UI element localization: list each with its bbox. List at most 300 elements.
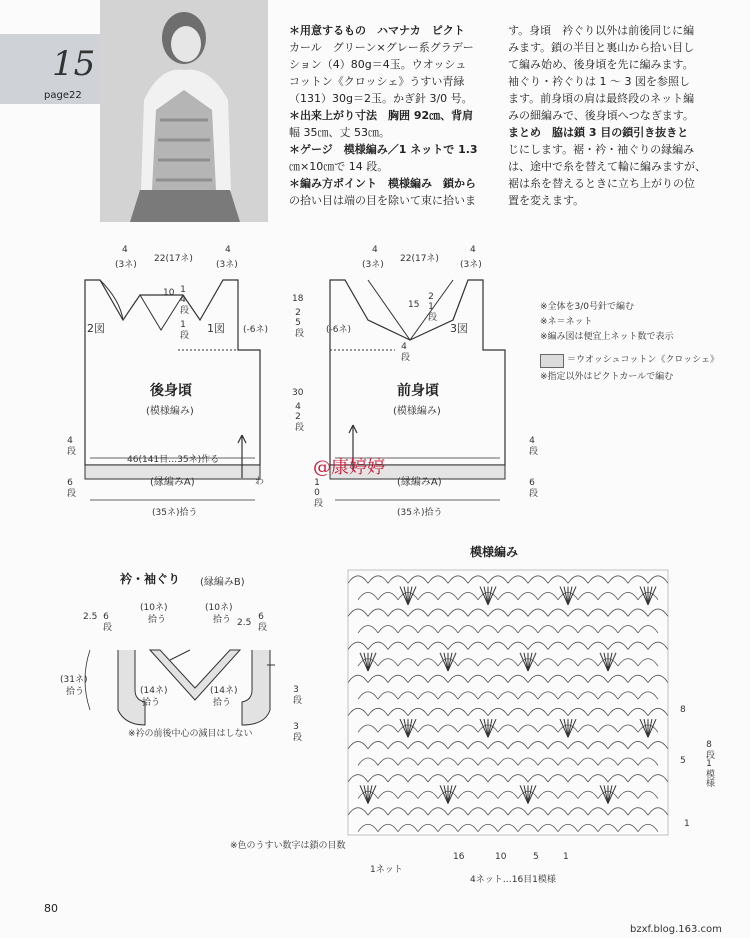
mesh-arc bbox=[418, 659, 438, 666]
back-neck-width: 10 bbox=[163, 288, 175, 298]
height-30-rows: 42段 bbox=[293, 402, 303, 431]
back-armhole-note: (-6ネ) bbox=[243, 325, 268, 335]
pattern-number: 15 bbox=[52, 44, 96, 84]
instr-line-6: みの細編みで、後身頃へつなぎます。 bbox=[508, 109, 694, 122]
notes-block bbox=[540, 300, 719, 385]
mesh-arc bbox=[508, 775, 528, 782]
chart-frame bbox=[348, 570, 668, 835]
mesh-arc bbox=[648, 741, 668, 748]
front-top-mid: 22(17ネ) bbox=[400, 254, 439, 264]
note-4: ※指定以外はピクトカールで編む bbox=[540, 372, 674, 382]
back-top-left-unit: (3ネ) bbox=[115, 260, 137, 270]
back-wa: わ bbox=[255, 477, 265, 487]
mesh-arc bbox=[468, 775, 488, 782]
mesh-arc bbox=[448, 576, 468, 583]
mesh-arc bbox=[628, 675, 648, 682]
mesh-arc bbox=[468, 741, 488, 748]
mesh-arc bbox=[478, 758, 498, 765]
instr-line-2: みます。鎖の半目と裏山から拾い目し bbox=[508, 41, 695, 54]
back-top-right-unit: (3ネ) bbox=[216, 260, 238, 270]
mesh-arc bbox=[388, 808, 408, 815]
back-side-4: 4段 bbox=[65, 436, 75, 455]
mesh-arc bbox=[388, 708, 408, 715]
shell-stitch bbox=[448, 785, 452, 803]
instr-line-8: じにします。裾・衿・袖ぐりの縁編み bbox=[508, 143, 695, 156]
shell-stitch bbox=[528, 785, 532, 803]
mesh-arc bbox=[428, 708, 448, 715]
instr-line-10: 裾は糸を替えるときに立ち上がりの位 bbox=[508, 177, 695, 190]
shell-stitch bbox=[484, 587, 488, 605]
mesh-arc bbox=[538, 758, 558, 765]
mesh-arc bbox=[498, 758, 518, 765]
mesh-arc bbox=[548, 576, 568, 583]
mesh-arc bbox=[578, 592, 598, 599]
finished-size: ＊出来上がり寸法 胸囲 92㎝、背肩 bbox=[289, 109, 474, 122]
mesh-arc bbox=[558, 692, 578, 699]
mesh-arc bbox=[388, 609, 408, 616]
collar-c5b: 拾う bbox=[66, 687, 85, 697]
mesh-arc bbox=[378, 625, 398, 632]
mesh-arc bbox=[618, 725, 638, 732]
front-body-sub: (模様編み) bbox=[393, 406, 441, 417]
collar-c4r: 6段 bbox=[256, 612, 266, 631]
mesh-arc bbox=[368, 675, 388, 682]
shell-stitch bbox=[404, 719, 408, 737]
mesh-arc bbox=[368, 642, 388, 649]
mesh-arc bbox=[558, 791, 578, 798]
instr-line-11: 置を変えます。 bbox=[508, 194, 585, 207]
mesh-arc bbox=[468, 675, 488, 682]
mesh-arc bbox=[578, 659, 598, 666]
mesh-arc bbox=[478, 692, 498, 699]
back-body-title: 後身頃 bbox=[150, 383, 192, 399]
mesh-arc bbox=[588, 609, 608, 616]
shell-stitch bbox=[488, 587, 492, 605]
front-top-right-unit: (3ネ) bbox=[460, 260, 482, 270]
mesh-arc bbox=[368, 775, 388, 782]
collar-c8: 3段 bbox=[291, 685, 301, 704]
mesh-arc bbox=[468, 609, 488, 616]
mesh-arc bbox=[508, 576, 528, 583]
mesh-arc bbox=[398, 791, 418, 798]
pattern-x1: 1 bbox=[563, 852, 569, 862]
mesh-arc bbox=[618, 592, 638, 599]
mesh-arc bbox=[408, 576, 428, 583]
mesh-arc bbox=[368, 808, 388, 815]
mesh-arc bbox=[528, 775, 548, 782]
mesh-arc bbox=[398, 625, 418, 632]
front-bottom: (35ネ)拾う bbox=[397, 508, 443, 518]
shell-stitch bbox=[604, 653, 608, 671]
mesh-arc bbox=[468, 808, 488, 815]
mesh-arc bbox=[578, 758, 598, 765]
mesh-arc bbox=[428, 775, 448, 782]
mesh-arc bbox=[498, 725, 518, 732]
mesh-arc bbox=[568, 609, 588, 616]
collar-c4: 2.5 bbox=[237, 618, 252, 628]
collar-c1: (10ネ) bbox=[140, 603, 168, 613]
mesh-arc bbox=[568, 708, 588, 715]
figure-1-label: 1図 bbox=[207, 322, 225, 335]
mesh-arc bbox=[518, 725, 538, 732]
mesh-arc bbox=[488, 741, 508, 748]
model-photo bbox=[100, 0, 268, 222]
mesh-arc bbox=[458, 659, 478, 666]
mesh-arc bbox=[648, 708, 668, 715]
back-bottom: (35ネ)拾う bbox=[152, 508, 198, 518]
back-foundation: 46(141目…35ネ)作る bbox=[127, 455, 220, 465]
mesh-arc bbox=[468, 576, 488, 583]
mesh-arc bbox=[598, 824, 618, 831]
materials-line-2: カール グリーン×グレー系グラデー bbox=[289, 41, 474, 54]
front-side-4: 4段 bbox=[527, 436, 537, 455]
note-2: ※ネ＝ネット bbox=[540, 317, 593, 327]
back-outline bbox=[85, 280, 260, 465]
mesh-arc bbox=[588, 741, 608, 748]
mesh-arc bbox=[408, 741, 428, 748]
mesh-arc bbox=[418, 692, 438, 699]
mesh-arc bbox=[508, 642, 528, 649]
mesh-arc bbox=[398, 824, 418, 831]
mesh-arc bbox=[458, 725, 478, 732]
mesh-arc bbox=[548, 609, 568, 616]
mesh-arc bbox=[478, 625, 498, 632]
mesh-arc bbox=[418, 725, 438, 732]
mesh-arc bbox=[468, 708, 488, 715]
mesh-arc bbox=[548, 642, 568, 649]
mesh-arc bbox=[448, 808, 468, 815]
mesh-arc bbox=[618, 758, 638, 765]
mesh-arc bbox=[358, 625, 378, 632]
front-neck-low: 4段 bbox=[399, 342, 409, 361]
mesh-arc bbox=[488, 708, 508, 715]
mesh-arc bbox=[618, 791, 638, 798]
mesh-arc bbox=[568, 741, 588, 748]
watermark: @康婷婷 bbox=[313, 457, 385, 478]
mesh-arc bbox=[528, 642, 548, 649]
mesh-arc bbox=[578, 791, 598, 798]
mesh-arc bbox=[458, 625, 478, 632]
mesh-arc bbox=[598, 725, 618, 732]
mesh-arc bbox=[348, 708, 368, 715]
mesh-arc bbox=[378, 758, 398, 765]
pattern-number-tag bbox=[0, 34, 100, 104]
mesh-arc bbox=[528, 741, 548, 748]
mesh-arc bbox=[618, 824, 638, 831]
mesh-arc bbox=[578, 824, 598, 831]
mesh-arc bbox=[588, 675, 608, 682]
mesh-arc bbox=[648, 808, 668, 815]
mesh-arc bbox=[548, 741, 568, 748]
front-neck-h: 15 bbox=[408, 300, 420, 310]
collar-c3: 2.5 bbox=[83, 612, 98, 622]
mesh-arc bbox=[568, 576, 588, 583]
mesh-arc bbox=[588, 808, 608, 815]
mesh-arc bbox=[628, 808, 648, 815]
mesh-arc bbox=[408, 675, 428, 682]
shell-stitch bbox=[648, 719, 652, 737]
front-armhole-note: (-6ネ) bbox=[326, 325, 351, 335]
mesh-arc bbox=[378, 824, 398, 831]
mesh-arc bbox=[418, 824, 438, 831]
mesh-arc bbox=[558, 758, 578, 765]
mesh-arc bbox=[598, 592, 618, 599]
mesh-arc bbox=[598, 625, 618, 632]
shell-stitch bbox=[368, 653, 372, 671]
mesh-arc bbox=[558, 625, 578, 632]
mesh-arc bbox=[488, 642, 508, 649]
mesh-arc bbox=[418, 592, 438, 599]
mesh-arc bbox=[398, 758, 418, 765]
mesh-arc bbox=[448, 609, 468, 616]
mesh-arc bbox=[628, 642, 648, 649]
mesh-arc bbox=[358, 758, 378, 765]
mesh-arc bbox=[578, 692, 598, 699]
height-30: 30 bbox=[292, 388, 304, 398]
mesh-arc bbox=[498, 625, 518, 632]
collar-c3r: 6段 bbox=[101, 612, 111, 631]
mesh-arc bbox=[378, 659, 398, 666]
mesh-arc bbox=[638, 659, 658, 666]
pattern-title: 模様編み bbox=[470, 545, 519, 559]
mesh-arc bbox=[368, 576, 388, 583]
materials-line-1: ＊用意するもの ハマナカ ピクト bbox=[289, 24, 465, 37]
mesh-arc bbox=[348, 741, 368, 748]
mesh-arc bbox=[468, 642, 488, 649]
collar-title-sub: (縁編みB) bbox=[200, 577, 245, 588]
mesh-arc bbox=[378, 791, 398, 798]
mesh-arc bbox=[518, 692, 538, 699]
instr-line-7: まとめ 脇は鎖 3 目の鎖引き抜きと bbox=[508, 126, 689, 139]
mesh-arc bbox=[508, 609, 528, 616]
instr-line-1: す。身頃 衿ぐり以外は前後同じに編 bbox=[508, 24, 695, 37]
pattern-r1: 1 bbox=[684, 819, 690, 829]
mesh-arc bbox=[568, 675, 588, 682]
mesh-arc bbox=[478, 791, 498, 798]
mesh-arc bbox=[438, 824, 458, 831]
mesh-arc bbox=[448, 675, 468, 682]
mesh-arc bbox=[378, 592, 398, 599]
page-reference: page22 bbox=[44, 90, 82, 101]
mesh-arc bbox=[588, 708, 608, 715]
mesh-arc bbox=[428, 675, 448, 682]
mesh-arc bbox=[538, 659, 558, 666]
mesh-arc bbox=[438, 758, 458, 765]
mesh-arc bbox=[498, 824, 518, 831]
front-top-right: 4 bbox=[470, 245, 476, 255]
pattern-x16: 16 bbox=[453, 852, 465, 862]
mesh-arc bbox=[628, 576, 648, 583]
pattern-chart bbox=[340, 560, 680, 850]
mesh-arc bbox=[568, 808, 588, 815]
mesh-arc bbox=[438, 725, 458, 732]
mesh-arc bbox=[618, 659, 638, 666]
materials-column bbox=[289, 22, 499, 209]
mesh-arc bbox=[568, 775, 588, 782]
mesh-arc bbox=[628, 708, 648, 715]
collar-c2: (10ネ) bbox=[205, 603, 233, 613]
mesh-arc bbox=[458, 824, 478, 831]
mesh-arc bbox=[648, 675, 668, 682]
mesh-arc bbox=[448, 642, 468, 649]
collar-c1b: 拾う bbox=[148, 615, 167, 625]
pattern-r8: 8 bbox=[680, 705, 686, 715]
mesh-arc bbox=[568, 642, 588, 649]
mesh-arc bbox=[438, 592, 458, 599]
mesh-arc bbox=[638, 791, 658, 798]
mesh-arc bbox=[388, 576, 408, 583]
shell-stitch bbox=[404, 587, 408, 605]
legend-swatch bbox=[540, 354, 564, 368]
mesh-arc bbox=[498, 791, 518, 798]
mesh-arc bbox=[368, 741, 388, 748]
mesh-arc bbox=[488, 675, 508, 682]
mesh-arc bbox=[458, 692, 478, 699]
height-18-rows: 25段 bbox=[293, 308, 303, 337]
mesh-arc bbox=[398, 659, 418, 666]
mesh-arc bbox=[488, 609, 508, 616]
mesh-arc bbox=[478, 824, 498, 831]
mesh-arc bbox=[608, 775, 628, 782]
mesh-arc bbox=[588, 775, 608, 782]
model-photo-illustration bbox=[100, 0, 268, 222]
back-neck-low: 1段 bbox=[178, 320, 188, 339]
mesh-arc bbox=[508, 741, 528, 748]
shell-stitch bbox=[444, 785, 448, 803]
note-3: ※編み図は便宜上ネット数で表示 bbox=[540, 332, 674, 342]
mesh-arc bbox=[378, 692, 398, 699]
mesh-arc bbox=[438, 692, 458, 699]
mesh-arc bbox=[358, 824, 378, 831]
instr-line-4: 袖ぐり・衿ぐりは 1 ～ 3 図を参照し bbox=[508, 75, 690, 88]
mesh-arc bbox=[608, 741, 628, 748]
mesh-arc bbox=[538, 692, 558, 699]
mesh-arc bbox=[438, 625, 458, 632]
mesh-arc bbox=[448, 775, 468, 782]
mesh-arc bbox=[408, 708, 428, 715]
shell-stitch bbox=[644, 719, 648, 737]
shell-stitch bbox=[528, 653, 532, 671]
mesh-arc bbox=[498, 692, 518, 699]
mesh-arc bbox=[548, 675, 568, 682]
instr-line-9: は、途中で糸を替えて輪に編みますが、 bbox=[508, 160, 706, 173]
mesh-arc bbox=[418, 758, 438, 765]
shell-stitch bbox=[364, 653, 368, 671]
instructions-column bbox=[508, 22, 720, 209]
mesh-arc bbox=[528, 609, 548, 616]
legend-row bbox=[540, 353, 719, 368]
mesh-arc bbox=[608, 808, 628, 815]
mesh-arc bbox=[558, 824, 578, 831]
mesh-arc bbox=[368, 708, 388, 715]
gauge-2: ㎝×10㎝で 14 段。 bbox=[289, 160, 389, 173]
shell-stitch bbox=[444, 653, 448, 671]
pattern-chart-grid bbox=[348, 570, 668, 835]
shell-stitch bbox=[364, 785, 368, 803]
front-top-left: 4 bbox=[372, 245, 378, 255]
mesh-arc bbox=[548, 775, 568, 782]
mesh-arc bbox=[608, 642, 628, 649]
shell-stitch bbox=[408, 587, 412, 605]
mesh-arc bbox=[498, 659, 518, 666]
mesh-arc bbox=[638, 824, 658, 831]
note-1: ※全体を3/0号針で編む bbox=[540, 302, 635, 312]
mesh-arc bbox=[408, 609, 428, 616]
mesh-arc bbox=[358, 692, 378, 699]
shell-stitch bbox=[568, 719, 572, 737]
pattern-r5: 5 bbox=[680, 756, 686, 766]
mesh-arc bbox=[508, 675, 528, 682]
mesh-arc bbox=[418, 791, 438, 798]
pattern-x5: 5 bbox=[533, 852, 539, 862]
shell-stitch bbox=[408, 719, 412, 737]
mesh-arc bbox=[448, 741, 468, 748]
mesh-arc bbox=[608, 675, 628, 682]
finished-size-2: 幅 35㎝、丈 53㎝。 bbox=[289, 126, 390, 139]
page-number: 80 bbox=[44, 902, 58, 915]
mesh-arc bbox=[538, 824, 558, 831]
mesh-arc bbox=[598, 692, 618, 699]
mesh-arc bbox=[528, 576, 548, 583]
figure-2-label: 2図 bbox=[87, 322, 105, 335]
pattern-note: ※色のうすい数字は鎖の目数 bbox=[230, 841, 346, 851]
mesh-arc bbox=[478, 659, 498, 666]
materials-line-5: （131）30g＝2玉。かぎ針 3/0 号。 bbox=[289, 92, 473, 105]
mesh-arc bbox=[358, 592, 378, 599]
mesh-arc bbox=[528, 708, 548, 715]
mesh-arc bbox=[498, 592, 518, 599]
back-top-right: 4 bbox=[225, 245, 231, 255]
shell-stitch bbox=[484, 719, 488, 737]
height-18: 18 bbox=[292, 294, 304, 304]
back-border: (縁編みA) bbox=[150, 477, 195, 488]
mesh-arc bbox=[418, 625, 438, 632]
mesh-arc bbox=[588, 576, 608, 583]
mesh-arc bbox=[548, 708, 568, 715]
mesh-arc bbox=[648, 576, 668, 583]
mesh-arc bbox=[388, 642, 408, 649]
mesh-arc bbox=[388, 675, 408, 682]
mesh-arc bbox=[598, 758, 618, 765]
front-body-title: 前身頃 bbox=[397, 383, 439, 399]
shell-stitch bbox=[568, 587, 572, 605]
mesh-arc bbox=[488, 808, 508, 815]
mesh-arc bbox=[408, 808, 428, 815]
mesh-arc bbox=[388, 775, 408, 782]
mesh-arc bbox=[648, 642, 668, 649]
mesh-arc bbox=[508, 808, 528, 815]
mesh-arc bbox=[388, 741, 408, 748]
mesh-arc bbox=[428, 609, 448, 616]
shell-stitch bbox=[488, 719, 492, 737]
mesh-arc bbox=[348, 576, 368, 583]
mesh-arc bbox=[518, 625, 538, 632]
mesh-arc bbox=[538, 625, 558, 632]
mesh-arc bbox=[638, 625, 658, 632]
shell-stitch bbox=[648, 587, 652, 605]
front-top-left-unit: (3ネ) bbox=[362, 260, 384, 270]
mesh-arc bbox=[398, 692, 418, 699]
collar-c6b: 拾う bbox=[142, 698, 161, 708]
mesh-arc bbox=[458, 592, 478, 599]
mesh-arc bbox=[628, 741, 648, 748]
collar-c2b: 拾う bbox=[213, 615, 232, 625]
shell-stitch bbox=[644, 587, 648, 605]
mesh-arc bbox=[408, 642, 428, 649]
mesh-arc bbox=[628, 609, 648, 616]
mesh-arc bbox=[348, 775, 368, 782]
figure-3-label: 3図 bbox=[450, 322, 468, 335]
